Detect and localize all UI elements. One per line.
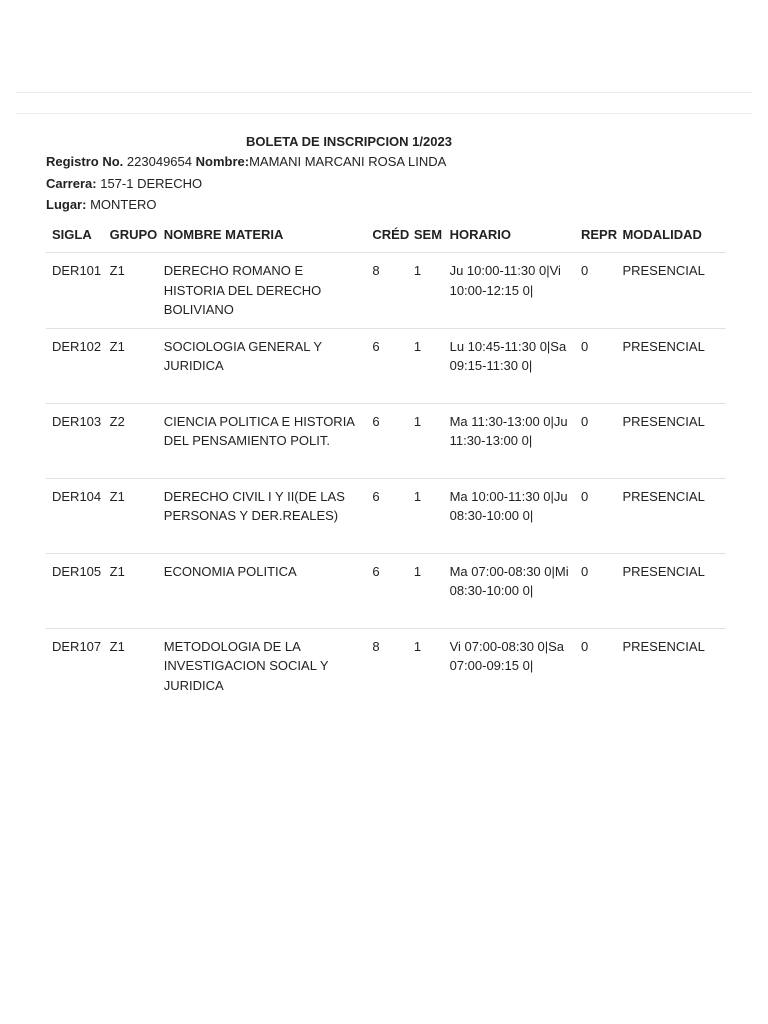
cell-modalidad: PRESENCIAL xyxy=(616,328,726,403)
cell-repr: 0 xyxy=(575,403,616,478)
column-header-modalidad: MODALIDAD xyxy=(616,218,726,253)
cell-sem: 1 xyxy=(408,478,444,553)
cell-grupo: Z1 xyxy=(104,253,158,329)
column-header-repr: REPR xyxy=(575,218,616,253)
cell-cred: 8 xyxy=(372,638,380,654)
carrera-value: 157-1 DERECHO xyxy=(100,175,203,191)
cell-nombre-materia: METODOLOGIA DE LA INVESTIGACION SOCIAL Y JURIDICA xyxy=(163,638,329,693)
carrera-line xyxy=(46,173,736,195)
cell-sem: 1 xyxy=(408,403,444,478)
table-row xyxy=(46,328,726,403)
enrollment-slip xyxy=(46,133,736,216)
column-header-cred: CRÉD xyxy=(366,218,407,253)
cell-cred: 6 xyxy=(366,328,407,403)
cell-modalidad: PRESENCIAL xyxy=(616,553,726,628)
cell-sigla: DER105 xyxy=(46,553,104,628)
cell-repr: 0 xyxy=(575,253,616,329)
courses-table xyxy=(46,218,726,703)
registro-value: 223049654 xyxy=(126,154,192,169)
column-header-sigla: SIGLA xyxy=(46,218,104,253)
cell-horario: Vi 07:00-08:30 0|Sa 07:00-09:15 0| xyxy=(449,638,565,673)
table-row xyxy=(46,478,726,553)
cell-cred: 6 xyxy=(366,403,407,478)
nombre-label: Nombre: xyxy=(195,154,250,169)
cell-sigla: DER103 xyxy=(46,403,104,478)
cell-nombre-materia: CIENCIA POLITICA E HISTORIA DEL PENSAMIENTO POLIT. xyxy=(158,403,367,478)
cell-repr: 0 xyxy=(580,638,589,654)
cell-sem: 1 xyxy=(408,253,444,329)
column-header-sem: SEM xyxy=(408,218,444,253)
cell-repr: 0 xyxy=(575,553,616,628)
table-row xyxy=(46,628,726,703)
cell-nombre-materia: DERECHO ROMANO E HISTORIA DEL DERECHO BOLIVIANO xyxy=(158,253,367,329)
cell-grupo: Z2 xyxy=(104,403,158,478)
cell-modalidad: PRESENCIAL xyxy=(616,478,726,553)
table-row xyxy=(46,553,726,628)
cell-sigla: DER107 xyxy=(52,638,102,654)
cell-cred: 6 xyxy=(366,553,407,628)
cell-repr: 0 xyxy=(575,328,616,403)
cell-cred: 6 xyxy=(366,478,407,553)
cell-repr: 0 xyxy=(575,478,616,553)
cell-grupo: Z1 xyxy=(104,553,158,628)
column-header-grupo: GRUPO xyxy=(104,218,158,253)
cell-sigla: DER101 xyxy=(46,253,104,329)
cell-horario: Lu 10:45-11:30 0|Sa 09:15-11:30 0| xyxy=(444,328,575,403)
column-header-nombre-materia: NOMBRE MATERIA xyxy=(158,218,367,253)
cell-sigla: DER102 xyxy=(46,328,104,403)
registro-label: Registro No. xyxy=(46,154,124,169)
top-divider xyxy=(16,92,752,93)
cell-sigla: DER104 xyxy=(46,478,104,553)
cell-nombre-materia: DERECHO CIVIL I Y II(DE LAS PERSONAS Y DER.REALES) xyxy=(158,478,367,553)
header-divider xyxy=(16,113,752,114)
nombre-value: MAMANI MARCANI ROSA LINDA xyxy=(249,154,447,169)
cell-sem: 1 xyxy=(408,553,444,628)
cell-cred: 8 xyxy=(366,253,407,329)
lugar-label: Lugar: xyxy=(46,197,87,212)
lugar-value: MONTERO xyxy=(90,197,157,212)
cell-horario: Ma 11:30-13:00 0|Ju 11:30-13:00 0| xyxy=(444,403,575,478)
cell-horario: Ju 10:00-11:30 0|Vi 10:00-12:15 0| xyxy=(444,253,575,329)
cell-horario: Ma 07:00-08:30 0|Mi 08:30-10:00 0| xyxy=(444,553,575,628)
table-row xyxy=(46,403,726,478)
cell-grupo: Z1 xyxy=(109,638,125,654)
carrera-label: Carrera: xyxy=(46,175,97,191)
cell-nombre-materia: SOCIOLOGIA GENERAL Y JURIDICA xyxy=(158,328,367,403)
cell-sem: 1 xyxy=(408,328,444,403)
cell-sem: 1 xyxy=(413,638,422,654)
table-header-row xyxy=(46,218,726,253)
cell-modalidad: PRESENCIAL xyxy=(616,253,726,329)
table-row xyxy=(46,253,726,329)
cell-horario: Ma 10:00-11:30 0|Ju 08:30-10:00 0| xyxy=(444,478,575,553)
page-title: BOLETA DE INSCRIPCION 1/2023 xyxy=(246,134,452,149)
cell-nombre-materia: ECONOMIA POLITICA xyxy=(158,553,367,628)
cell-grupo: Z1 xyxy=(104,328,158,403)
lugar-line xyxy=(46,194,736,216)
cell-modalidad: PRESENCIAL xyxy=(622,638,705,654)
column-header-horario: HORARIO xyxy=(444,218,575,253)
cell-modalidad: PRESENCIAL xyxy=(616,403,726,478)
registro-line xyxy=(46,151,736,173)
cell-grupo: Z1 xyxy=(104,478,158,553)
